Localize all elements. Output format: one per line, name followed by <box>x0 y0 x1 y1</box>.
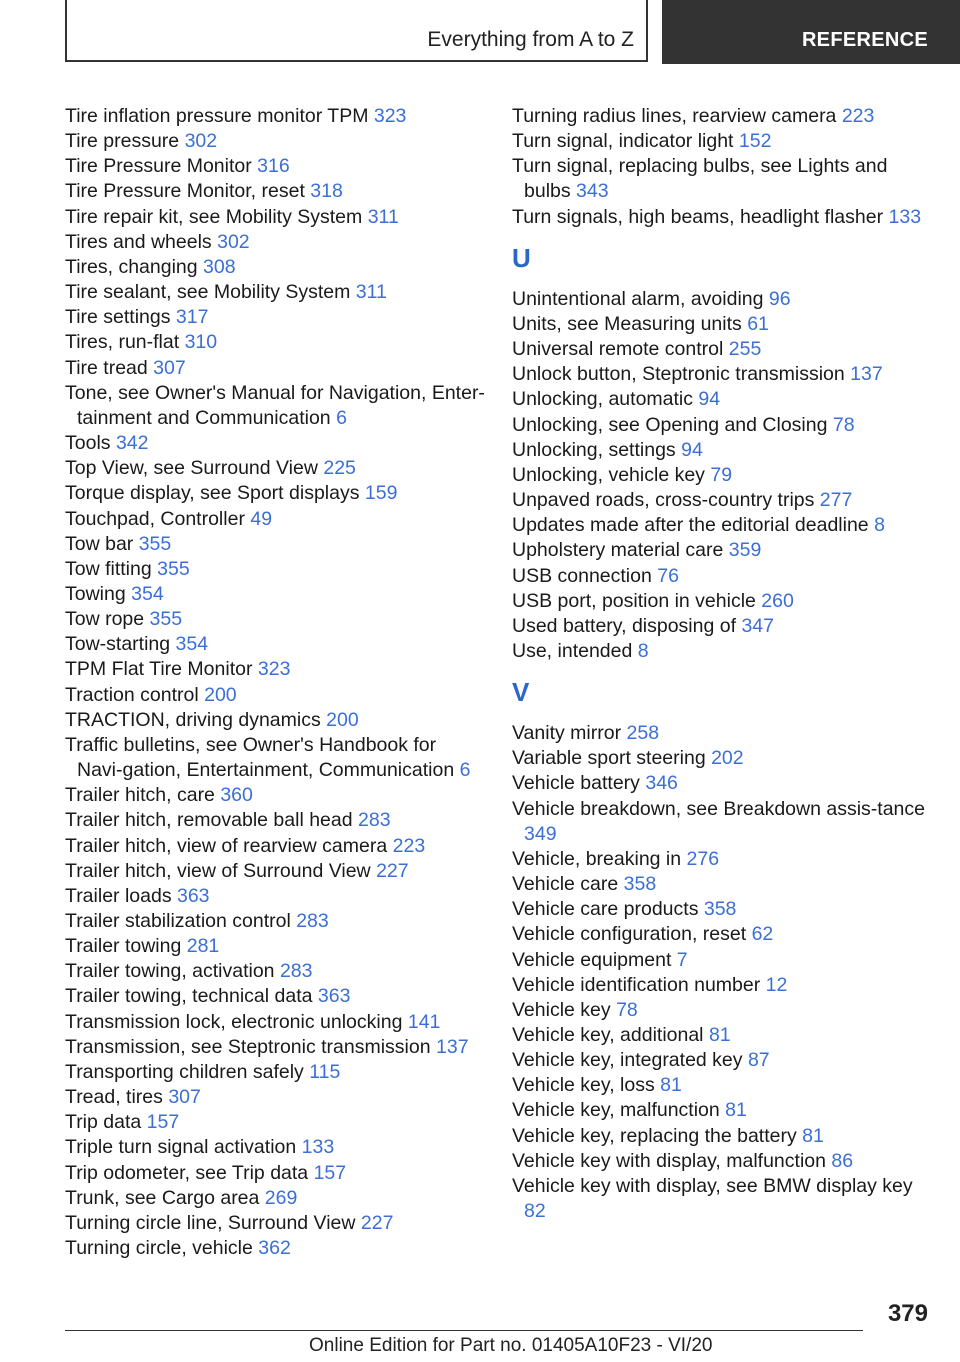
page-link[interactable]: 225 <box>323 457 356 480</box>
page-link[interactable]: 6 <box>459 759 471 782</box>
page-link[interactable]: 308 <box>203 255 236 278</box>
index-term: Vehicle identification number <box>512 973 766 996</box>
index-term: Units, see Measuring units <box>512 312 748 335</box>
page-link[interactable]: 354 <box>175 633 209 656</box>
page-link[interactable]: 360 <box>220 784 253 807</box>
index-term: Tow rope <box>65 608 150 631</box>
index-term: Tread, tires <box>65 1086 169 1109</box>
index-entry <box>65 884 485 909</box>
index-entry <box>512 1098 932 1123</box>
index-entry <box>512 1023 932 1048</box>
index-entry <box>65 356 485 381</box>
index-entry <box>65 230 485 255</box>
index-entry <box>512 998 932 1023</box>
index-entry <box>65 859 485 884</box>
page-link[interactable]: 318 <box>310 180 343 203</box>
page-link[interactable]: 358 <box>703 898 737 921</box>
index-term: Unlock button, Steptronic transmission <box>512 363 851 386</box>
index-entry <box>512 513 932 538</box>
page-link[interactable]: 227 <box>376 859 409 882</box>
index-term: Trailer stabilization control <box>65 910 297 932</box>
index-term: Unpaved roads, cross-country trips <box>512 489 820 512</box>
index-term: Tire tread <box>65 356 154 379</box>
index-term: Vehicle care <box>512 873 624 896</box>
index-term: Upholstery material care <box>512 539 729 562</box>
page-link[interactable]: 81 <box>802 1124 824 1147</box>
index-group-t <box>512 104 932 230</box>
index-entry <box>65 104 485 129</box>
index-term: Trailer hitch, removable ball head <box>65 809 359 832</box>
page-link[interactable]: 363 <box>176 884 210 907</box>
index-term: Trailer towing, activation <box>65 960 280 983</box>
index-entry <box>65 1035 485 1060</box>
page-link[interactable]: 359 <box>728 539 762 562</box>
page-link[interactable]: 343 <box>576 180 609 203</box>
index-term: Transmission, see Steptronic transmission <box>65 1035 436 1058</box>
index-term: Vehicle equipment <box>512 948 677 971</box>
page-link[interactable]: 362 <box>258 1237 291 1260</box>
index-entry <box>65 1010 485 1035</box>
index-entry <box>65 1186 485 1211</box>
page-link[interactable]: 159 <box>364 482 398 505</box>
index-entry <box>512 897 932 922</box>
index-term: TPM Flat Tire Monitor <box>65 658 258 681</box>
page-link[interactable]: 258 <box>626 722 660 745</box>
page-link[interactable]: 323 <box>257 658 291 681</box>
index-term: Vehicle key, loss <box>512 1074 661 1097</box>
page-link[interactable]: 311 <box>367 205 399 228</box>
page-link[interactable]: 307 <box>153 356 186 379</box>
index-entry <box>512 1073 932 1098</box>
index-entry <box>65 507 485 532</box>
page-link[interactable]: 342 <box>115 432 149 455</box>
index-entry <box>65 1135 485 1160</box>
index-term: Top View, see Surround View <box>65 457 324 480</box>
index-entry <box>512 1174 932 1224</box>
index-entry <box>512 438 932 463</box>
index-letter-u: U <box>512 242 531 273</box>
index-term: Trip odometer, see Trip data <box>65 1161 314 1184</box>
index-entry <box>65 1060 485 1085</box>
index-term: Vanity mirror <box>512 722 627 745</box>
index-entry <box>512 104 932 129</box>
index-term: Trailer towing <box>65 935 187 958</box>
index-entry <box>512 205 932 230</box>
index-term: TRACTION, driving dynamics <box>65 708 327 731</box>
index-entry <box>65 959 485 984</box>
page-link[interactable]: 82 <box>524 1200 546 1223</box>
index-entry <box>512 922 932 947</box>
index-entry <box>512 463 932 488</box>
page-link[interactable]: 200 <box>326 708 359 731</box>
index-column-left <box>65 104 485 1261</box>
index-term: Tire Pressure Monitor <box>65 155 258 178</box>
index-entry <box>65 783 485 808</box>
index-term: Vehicle, breaking in <box>512 847 687 870</box>
page-link[interactable]: 307 <box>168 1086 201 1109</box>
index-entry <box>512 639 932 664</box>
index-entry <box>512 872 932 897</box>
index-term: Tow bar <box>65 532 139 555</box>
index-term: Tow fitting <box>65 557 158 580</box>
index-term: Turning circle line, Surround View <box>65 1211 361 1234</box>
page-link[interactable]: 81 <box>725 1099 747 1122</box>
index-term: Trailer hitch, view of rearview camera <box>65 834 393 857</box>
index-term: USB connection <box>512 564 658 587</box>
index-entry <box>512 129 932 154</box>
index-column-right <box>512 104 932 1224</box>
index-term: Tire inflation pressure monitor TPM <box>65 105 374 127</box>
index-term: Tire pressure <box>65 130 185 153</box>
index-term: Vehicle key, additional <box>512 1024 709 1046</box>
page-link[interactable]: 363 <box>317 985 351 1008</box>
page-link[interactable]: 137 <box>436 1035 469 1058</box>
page-link[interactable]: 86 <box>831 1149 854 1172</box>
index-entry <box>512 589 932 614</box>
index-term: Trunk, see Cargo area <box>65 1186 265 1209</box>
index-entry <box>512 287 932 312</box>
index-term: Tires, run-flat <box>65 331 185 354</box>
page-link[interactable]: 283 <box>296 910 329 932</box>
page-link[interactable]: 255 <box>728 338 762 361</box>
page-link[interactable]: 269 <box>264 1186 298 1209</box>
index-entry <box>65 381 485 431</box>
index-term: Turning radius lines, rearview camera <box>512 105 842 127</box>
index-term: Tires, changing <box>65 255 204 278</box>
index-term: Vehicle key with display, malfunction <box>512 1149 832 1172</box>
page-link[interactable]: 78 <box>832 413 855 436</box>
index-entry <box>512 312 932 337</box>
index-entry <box>65 808 485 833</box>
index-term: Tire settings <box>65 306 176 329</box>
page-link[interactable]: 316 <box>257 155 290 178</box>
index-term: Tone, see Owner's Manual for Navigation, Enter‐tainment and Communication <box>65 381 485 429</box>
page-link[interactable]: 61 <box>747 312 769 335</box>
page-link[interactable]: 311 <box>355 281 387 304</box>
index-entry <box>512 564 932 589</box>
index-term: Vehicle key, integrated key <box>512 1049 748 1072</box>
index-entry <box>512 337 932 362</box>
page-link[interactable]: 133 <box>888 205 922 228</box>
index-entry <box>65 683 485 708</box>
index-entry <box>512 847 932 872</box>
index-entry <box>512 538 932 563</box>
page-header <box>65 0 960 64</box>
index-term: Unlocking, see Opening and Closing <box>512 413 833 436</box>
index-term: Turn signal, replacing bulbs, see Lights and bulbs <box>512 155 888 203</box>
page-link[interactable]: 349 <box>524 822 557 845</box>
page-link[interactable]: 283 <box>358 809 391 832</box>
index-entry <box>65 179 485 204</box>
index-entry <box>65 205 485 230</box>
index-entry <box>512 154 932 204</box>
index-entry <box>65 154 485 179</box>
index-entry <box>65 431 485 456</box>
page-link[interactable]: 115 <box>309 1060 341 1083</box>
index-entry <box>512 488 932 513</box>
page-link[interactable]: 94 <box>698 388 721 411</box>
index-term: Tire Pressure Monitor, reset <box>65 180 311 203</box>
index-term: Towing <box>65 582 132 605</box>
index-term: Updates made after the editorial deadline <box>512 514 875 537</box>
page-link[interactable]: 133 <box>301 1136 335 1159</box>
page-link[interactable]: 96 <box>768 287 791 310</box>
page-link[interactable]: 202 <box>711 747 744 770</box>
index-term: Unlocking, vehicle key <box>512 463 711 486</box>
page-link[interactable]: 355 <box>157 557 190 580</box>
page-link[interactable]: 227 <box>360 1211 394 1234</box>
page-link[interactable]: 283 <box>279 960 313 983</box>
index-entry <box>512 771 932 796</box>
page-link[interactable]: 87 <box>747 1049 770 1072</box>
header-section-label: REFERENCE <box>801 29 928 51</box>
index-entry <box>512 362 932 387</box>
page-link[interactable]: 62 <box>751 923 774 946</box>
index-entry <box>65 255 485 280</box>
page-link[interactable]: 276 <box>686 847 720 870</box>
page-link[interactable]: 310 <box>184 331 218 354</box>
index-entry <box>65 984 485 1009</box>
index-entry <box>65 481 485 506</box>
index-term: Vehicle care products <box>512 898 704 921</box>
page-link[interactable]: 302 <box>217 230 250 253</box>
index-group-v <box>512 721 932 1224</box>
page-link[interactable]: 347 <box>741 614 774 637</box>
index-entry <box>65 607 485 632</box>
index-entry <box>65 657 485 682</box>
footer-divider <box>65 1330 863 1331</box>
index-entry <box>65 1110 485 1135</box>
index-term: Tire sealant, see Mobility System <box>65 281 356 304</box>
page-link[interactable]: 6 <box>336 406 347 429</box>
index-term: USB port, position in vehicle <box>512 589 762 612</box>
page-link[interactable]: 317 <box>175 306 209 329</box>
index-entry <box>65 305 485 330</box>
page-link[interactable]: 12 <box>765 973 788 996</box>
page-link[interactable]: 354 <box>131 582 164 605</box>
page-link[interactable]: 8 <box>874 514 885 537</box>
index-term: Vehicle key <box>512 998 617 1021</box>
index-term: Used battery, disposing of <box>512 614 742 637</box>
page-link[interactable]: 355 <box>149 608 183 631</box>
header-title: Everything from A to Z <box>427 28 634 51</box>
page-link[interactable]: 281 <box>186 935 220 958</box>
page-link[interactable]: 358 <box>623 873 657 896</box>
index-term: Tools <box>65 432 116 455</box>
page-link[interactable]: 49 <box>250 507 273 530</box>
index-term: Variable sport steering <box>512 747 712 770</box>
index-entry <box>65 280 485 305</box>
index-term: Use, intended <box>512 639 638 662</box>
index-entry <box>512 614 932 639</box>
page-link[interactable]: 79 <box>710 463 733 486</box>
index-term: Touchpad, Controller <box>65 507 251 530</box>
header-section-tab <box>662 0 960 64</box>
page-number: 379 <box>887 1300 928 1327</box>
index-entry <box>65 129 485 154</box>
index-entry <box>512 746 932 771</box>
index-term: Turning circle, vehicle <box>65 1237 259 1260</box>
index-entry <box>65 1085 485 1110</box>
index-entry <box>512 1149 932 1174</box>
index-term: Vehicle configuration, reset <box>512 923 752 946</box>
page-link[interactable]: 81 <box>660 1074 682 1097</box>
index-term: Vehicle key, replacing the battery <box>512 1124 803 1147</box>
index-entry <box>65 1211 485 1236</box>
index-entry <box>65 1161 485 1186</box>
index-entry <box>65 909 485 934</box>
index-term: Torque display, see Sport displays <box>65 482 365 505</box>
index-term: Vehicle key, malfunction <box>512 1099 726 1122</box>
index-term: Unlocking, settings <box>512 438 682 461</box>
index-term: Triple turn signal activation <box>65 1136 302 1159</box>
index-term: Trailer loads <box>65 884 177 907</box>
index-term: Turn signals, high beams, headlight flasher <box>512 205 889 228</box>
index-entry <box>65 632 485 657</box>
index-entry <box>512 721 932 746</box>
index-term: Trailer hitch, view of Surround View <box>65 859 377 882</box>
index-entry <box>65 557 485 582</box>
index-term: Trailer towing, technical data <box>65 985 318 1008</box>
index-entry <box>512 387 932 412</box>
index-entry <box>512 413 932 438</box>
page-link[interactable]: 7 <box>676 948 688 971</box>
index-term: Vehicle key with display, see BMW display key <box>512 1174 913 1197</box>
index-term: Vehicle battery <box>512 772 646 795</box>
index-term: Transporting children safely <box>65 1060 310 1083</box>
index-entry <box>512 948 932 973</box>
index-term: Tire repair kit, see Mobility System <box>65 205 368 228</box>
page-link[interactable]: 346 <box>645 772 678 795</box>
index-term: Turn signal, indicator light <box>512 130 739 153</box>
index-entry <box>65 330 485 355</box>
index-entry <box>65 456 485 481</box>
page-link[interactable]: 137 <box>850 363 883 386</box>
index-term: Vehicle breakdown, see Breakdown assis‐tance <box>512 797 925 820</box>
index-term: Transmission lock, electronic unlocking <box>65 1010 408 1033</box>
index-entry <box>65 708 485 733</box>
index-entry <box>512 1048 932 1073</box>
page-link[interactable]: 94 <box>681 438 703 461</box>
index-term: Traffic bulletins, see Owner's Handbook for Navi‐gation, Entertainment, Communication <box>65 733 460 782</box>
page-link[interactable]: 157 <box>146 1111 180 1134</box>
index-group-u <box>512 287 932 664</box>
page-link[interactable]: 157 <box>313 1161 347 1184</box>
page-link[interactable]: 277 <box>819 489 853 512</box>
page-link[interactable]: 141 <box>407 1010 441 1033</box>
index-entry <box>512 797 932 847</box>
index-term: Trailer hitch, care <box>65 784 221 807</box>
index-term: Unlocking, automatic <box>512 388 699 411</box>
index-entry <box>65 934 485 959</box>
index-entry <box>65 1236 485 1261</box>
index-term: Universal remote control <box>512 338 729 361</box>
page-link[interactable]: 260 <box>761 589 794 612</box>
page-link[interactable]: 152 <box>738 130 772 153</box>
page-link[interactable]: 355 <box>138 532 172 555</box>
page-link[interactable]: 223 <box>392 834 426 857</box>
page-link[interactable]: 76 <box>657 564 679 587</box>
page-link[interactable]: 302 <box>184 130 218 153</box>
index-term: Unintentional alarm, avoiding <box>512 287 769 310</box>
index-letter-v: V <box>512 677 530 708</box>
index-entry <box>512 1124 932 1149</box>
index-entry <box>512 973 932 998</box>
page-link[interactable]: 78 <box>616 998 638 1021</box>
index-entry <box>65 834 485 859</box>
header-title-box <box>65 0 648 62</box>
index-entry <box>65 733 485 783</box>
page-link[interactable]: 323 <box>373 105 407 127</box>
page-link[interactable]: 200 <box>204 683 237 706</box>
index-term: Trip data <box>65 1111 147 1134</box>
page-link[interactable]: 81 <box>708 1024 731 1046</box>
index-term: Tires and wheels <box>65 230 218 253</box>
index-entry <box>65 582 485 607</box>
index-term: Traction control <box>65 683 205 706</box>
index-entry <box>65 532 485 557</box>
footer-edition: Online Edition for Part no. 01405A10F23 - VI/20 <box>309 1335 713 1356</box>
page-link[interactable]: 223 <box>841 105 875 127</box>
page-link[interactable]: 8 <box>637 639 649 662</box>
index-term: Tow-starting <box>65 633 176 656</box>
